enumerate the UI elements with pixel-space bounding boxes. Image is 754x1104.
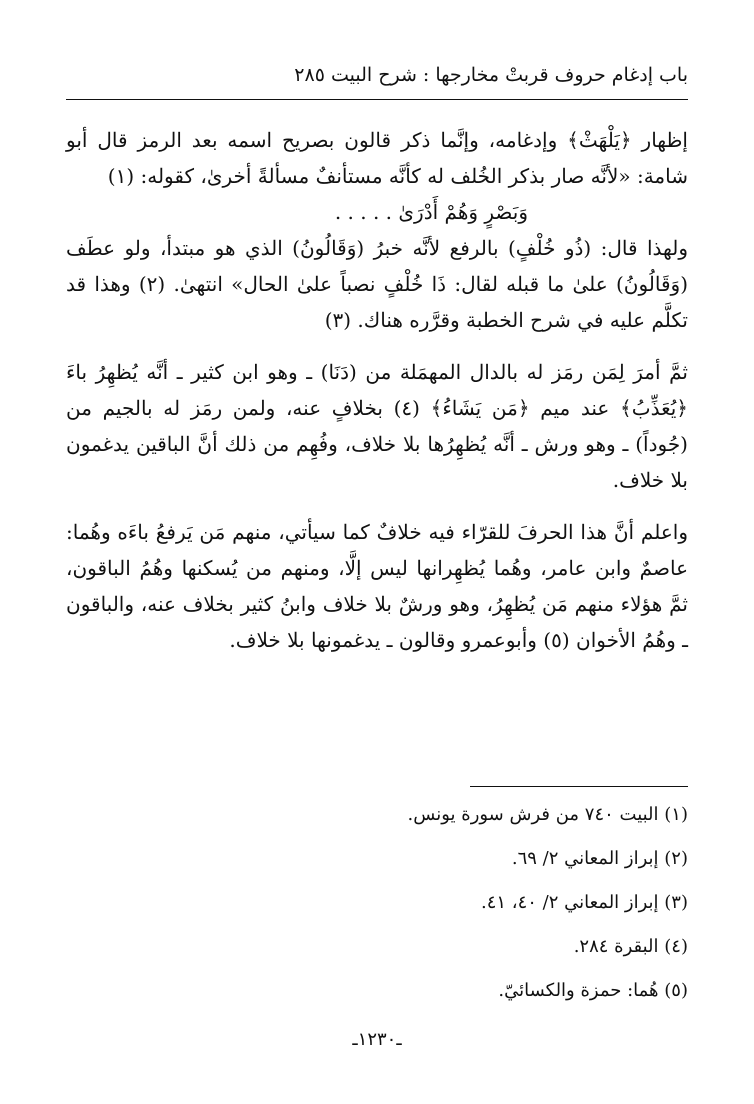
paragraph-1: إظهار ﴿يَلْهَثْ﴾ وإدغامه، وإنَّما ذكر قالون بصريح اسمه بعد الرمز قال أبو شامة: «لأنَّه صار بذكر الخُلف له كأنَّه مستأنفٌ مسألةً أخرىٰ، كقوله: (١) — [66, 128, 688, 188]
footnotes — [66, 800, 688, 1020]
footnote-1: (١) البيت ٧٤٠ من فرش سورة يونس. — [407, 804, 688, 825]
main-text — [66, 122, 688, 658]
paragraph-3: ثمَّ أمرَ لِمَن رمَز له بالدال المهمَلة من (دَنَا) ـ وهو ابن كثير ـ أنَّه يُظهِرُ باءَ ﴿يُعَذِّبُ﴾ عند ميم ﴿مَن يَشَاءُ﴾ (٤) بخلافٍ عنه، ولمن رمَز له بالجيم من (جُوداً) ـ وهو ورش ـ أنَّه يُظهِرُها بلا خلاف، وفُهِم من ذلك أنَّ الباقين يدغمون بلا خلاف. — [66, 360, 688, 492]
footnote-3: (٣) إبراز المعاني ٢/ ٤٠، ٤١. — [480, 892, 688, 913]
paragraph-gap — [66, 338, 688, 354]
header-rule — [66, 99, 688, 100]
paragraph-gap — [66, 498, 688, 514]
running-header: باب إدغام حروف قربتْ مخارجها : شرح البيت ٢٨٥ — [294, 64, 688, 86]
paragraph-2: ولهذا قال: (ذُو خُلْفٍ) بالرفع لأنَّه خبرُ (وَقَالُونُ) الذي هو مبتدأ، ولو عطَف (وَقَالُونُ) علىٰ ما قبله لقال: ذَا خُلْفٍ نصباً علىٰ الحال» انتهىٰ. (٢) وهذا قد تكلَّم عليه في شرح الخطبة وقرَّره هناك. (٣) — [66, 236, 688, 332]
footnote-5: (٥) هُما: حمزة والكسائيّ. — [498, 980, 688, 1001]
verse-quote: وَبَصْرٍ وَهُمْ أَدْرَىٰ . . . . . — [334, 200, 528, 224]
footnote-4: (٤) البقرة ٢٨٤. — [573, 936, 688, 957]
footnote-rule — [470, 786, 688, 787]
page-number: ـ١٢٣٠ـ — [352, 1029, 402, 1050]
footnote-2: (٢) إبراز المعاني ٢/ ٦٩. — [511, 848, 688, 869]
paragraph-4: واعلم أنَّ هذا الحرفَ للقرّاء فيه خلافٌ كما سيأتي، منهم مَن يَرفعُ باءَه وهُما: عاصمٌ وابن عامر، وهُما يُظهِرانها ليس إلَّا، ومنهم من يُسكنها وهُمُ الباقون، ثمَّ هؤلاء منهم مَن يُظهِرُ، وهو ورشٌ بلا خلاف وابنُ كثير بخلاف عنه، والباقون ـ وهُمُ الأخوان (٥) وأبوعمرو وقالون ـ يدغمونها بلا خلاف. — [66, 520, 688, 652]
